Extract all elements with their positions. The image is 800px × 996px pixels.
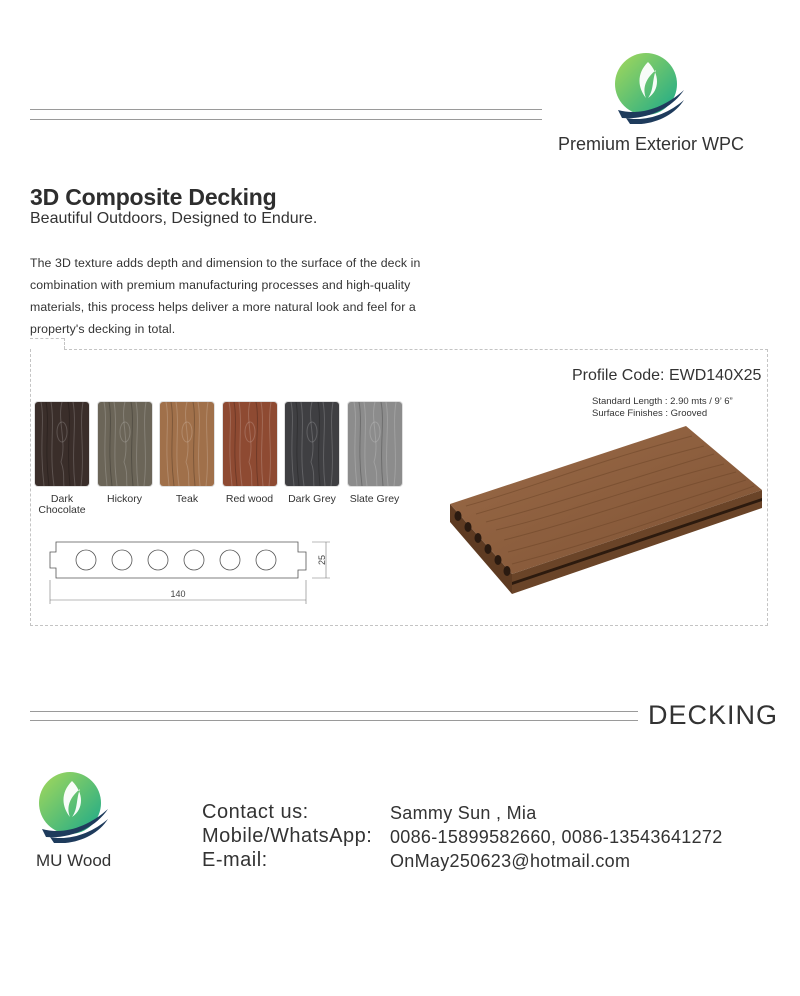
color-swatch-label: Teak xyxy=(175,493,199,505)
brand-logo-icon xyxy=(36,771,110,843)
email-label: E-mail: xyxy=(202,849,268,871)
page-title: 3D Composite Decking xyxy=(30,184,277,210)
header-rule-bottom xyxy=(30,119,542,120)
header-rule-top xyxy=(30,109,542,110)
contact-value: Sammy Sun , Mia xyxy=(390,803,537,823)
color-swatch-label: Dark Grey xyxy=(288,493,336,505)
color-swatch xyxy=(35,402,89,486)
color-swatch-label: Red wood xyxy=(225,493,274,505)
profile-code: Profile Code: EWD140X25 xyxy=(572,367,762,384)
color-swatch xyxy=(98,402,152,486)
surface-finishes: Surface Finishes : Grooved xyxy=(592,408,708,419)
profile-width-label: 140 xyxy=(170,589,186,599)
page-subtitle: Beautiful Outdoors, Designed to Endure. xyxy=(30,210,318,227)
color-swatch xyxy=(285,402,339,486)
product-description: The 3D texture adds depth and dimension to the surface of the deck in combination with premium manufacturing processes and high-quality materials, this process helps deliver a more natural look and feel for a property's decking in total. xyxy=(30,256,421,336)
color-swatch-label: Hickory xyxy=(106,493,142,505)
standard-length: Standard Length : 2.90 mts / 9’ 6” xyxy=(592,396,733,407)
section-rule-bottom xyxy=(30,720,638,721)
color-swatch-label: Slate Grey xyxy=(349,493,400,505)
profile-thickness-label: 25 xyxy=(317,554,327,566)
mobile-value[interactable]: 0086-15899582660, 0086-13543641272 xyxy=(390,827,723,847)
leaf-swoosh-logo-icon xyxy=(612,52,686,124)
box-border-tab xyxy=(30,338,64,339)
box-border-step xyxy=(64,338,65,349)
color-swatch-label: Dark Chocolate xyxy=(38,493,86,516)
header-tagline: Premium Exterior WPC xyxy=(558,134,745,154)
profile-cross-section-drawing xyxy=(44,534,334,611)
contact-label: Contact us: xyxy=(202,801,309,823)
section-title: DECKING xyxy=(648,700,779,730)
mobile-label: Mobile/WhatsApp: xyxy=(202,825,373,847)
color-swatch xyxy=(223,402,277,486)
color-swatch xyxy=(348,402,402,486)
section-rule-top xyxy=(30,711,638,712)
email-value[interactable]: OnMay250623@hotmail.com xyxy=(390,851,631,871)
color-swatch xyxy=(160,402,214,486)
deck-board-image xyxy=(446,424,766,609)
brand-name: MU Wood xyxy=(36,851,112,870)
